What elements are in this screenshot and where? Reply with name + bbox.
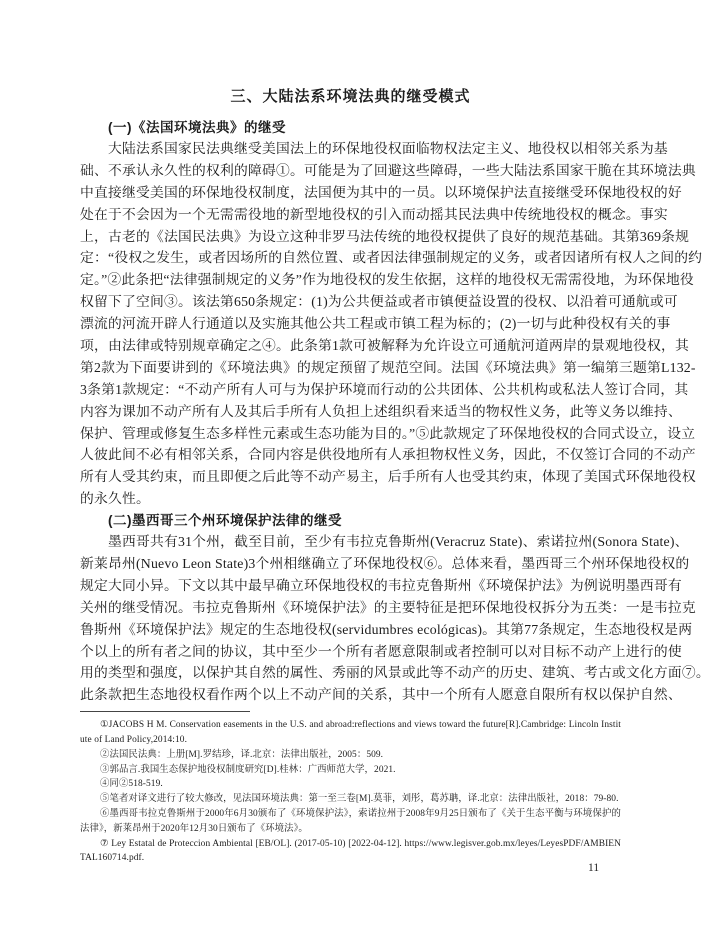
body-line: 所有人受其约束，而且即便之后此等不动产易主，后手所有人也受其约束，体现了美国式环保地役权: [80, 469, 696, 485]
body-line: 关州的继受情况。韦拉克鲁斯州《环境保护法》的主要特征是把环保地役权拆分为五类：一是韦拉克: [80, 599, 696, 615]
body-line: 定：“役权之发生，或者因场所的自然位置、或者因法律强制规定的义务，或者因诸所有权人之间的约: [80, 250, 703, 266]
body-line: 的永久性。: [80, 491, 150, 507]
body-line: 人彼此间不必有相邻关系，合同内容是供役地所有人承担物权性义务，因此，不仅签订合同的不动产: [80, 447, 696, 463]
footnote: ④同②518-519.: [100, 779, 163, 790]
body-line: 定。”②此条把“法律强制规定的义务”作为地役权的发生依据，这样的地役权无需需役地，为环保地役: [80, 272, 694, 288]
body-line: 鲁斯州《环境保护法》规定的生态地役权(servidumbres ecológicas)。其第77条规定，生态地役权是两: [80, 621, 693, 637]
body-line: 保护、管理或修复生态多样性元素或生态功能为目的。”⑤此款规定了环保地役权的合同式设立，设立: [80, 425, 696, 441]
footnote: ②法国民法典：上册[M].罗结珍，译.北京：法律出版社，2005：509.: [100, 749, 384, 760]
body-line: 新莱昂州(Nuevo Leon State)3个州相继确立了环保地役权⑥。总体来看，墨西哥三个州环保地役权的: [80, 556, 690, 572]
body-line: 漂流的河流开辟人行通道以及实施其他公共工程或市镇工程为标的；(2)一切与此种役权有关的事: [80, 316, 671, 332]
section-2-body: [80, 531, 710, 706]
section-1-heading: (一)《法国环境法典》的继受: [108, 120, 286, 135]
body-line: 规定大同小异。下文以其中最早确立环保地役权的韦拉克鲁斯州《环境保护法》为例说明墨西哥有: [80, 577, 682, 593]
body-line: 项，由法律或特别规章确定之④。此条第1款可被解释为允许设立可通航河道两岸的景观地役权，其: [80, 338, 689, 354]
body-line: 3条第1款规定：“不动产所有人可与为保护环境而行动的公共团体、公共机构或私法人签订合同，其: [80, 381, 689, 397]
body-line: 础、不承认永久性的权利的障碍①。可能是为了回避这些障碍，一些大陆法系国家干脆在其环境法典: [80, 162, 696, 178]
body-line: 用的类型和强度，以保护其自然的属性、秀丽的风景或此等不动产的历史、建筑、考古或文化方面⑦。: [80, 665, 710, 681]
section-1-body: [80, 138, 703, 510]
body-line: 内容为课加不动产所有人及其后手所有人负担上述组织看来适当的物权性义务，此等义务以维持、: [80, 403, 682, 419]
footnote: ③郭品言.我国生态保护地役权制度研究[D].桂林：广西师范大学，2021.: [100, 764, 396, 775]
footnote: ①JACOBS H M. Conservation easements in the U.S. and abroad:reflections and views toward the future[R].Cambridge: Lincoln Institute of Land Policy,2014:10.: [80, 720, 621, 746]
body-line: 墨西哥共有31个州，截至目前，至少有韦拉克鲁斯州(Veracruz State)、索诺拉州(Sonora State)、: [108, 534, 689, 550]
body-line: 大陆法系国家民法典继受美国法上的环保地役权面临物权法定主义、地役权以相邻关系为基: [108, 141, 668, 156]
footnote: ⑤笔者对译文进行了较大修改，见法国环境法典：第一至三卷[M].莫菲，刘彤，葛苏聃，译.北京：法律出版社，2018：79-80.: [100, 794, 619, 805]
page-content: [80, 88, 710, 866]
body-line: 处在于不会因为一个无需需役地的新型地役权的引入而动摇其民法典中传统地役权的概念。事实: [80, 206, 668, 222]
body-line: 第2款为下面要讲到的《环境法典》的规定预留了规范空间。法国《环境法典》第一编第三题第L132-: [80, 359, 696, 375]
body-line: 上，古老的《法国民法典》为设立这种非罗马法传统的地役权提供了良好的规范基础。其第369条规: [80, 228, 690, 244]
body-line: 中直接继受美国的环保地役权制度，法国便为其中的一员。以环境保护法直接继受环保地役权的好: [80, 184, 682, 200]
body-line: 个以上的所有者之间的协议，其中至少一个所有者愿意限制或者控制可以对目标不动产上进行的使: [80, 643, 682, 659]
document-title: 三、大陆法系环境法典的继受模式: [230, 88, 471, 105]
footnote-divider: [80, 711, 250, 712]
page-number: 11: [588, 862, 600, 874]
footnotes: [80, 718, 621, 866]
body-line: 权留下了空间③。该法第650条规定：(1)为公共便益或者市镇便益设置的役权、以沿着可通航或可: [80, 294, 678, 310]
section-2-heading: (二)墨西哥三个州环境保护法律的继受: [108, 513, 342, 529]
body-line: 此条款把生态地役权看作两个以上不动产间的关系，其中一个所有人愿意自限所有权以保护自然、: [80, 687, 682, 703]
footnote: ⑦ Ley Estatal de Proteccion Ambiental [EB/OL]. (2017-05-10) [2022-04-12]. https://www.legisver.gob.mx/leyes/LeyesPDF/AMBIENTAL160714.pdf.: [80, 838, 621, 864]
footnote: ⑥墨西哥韦拉克鲁斯州于2000年6月30颁布了《环境保护法》，索诺拉州于2008年9月25日颁布了《关于生态平衡与环境保护的法律》，新莱昂州于2020年12月30日颁布了《环境法》。: [80, 809, 621, 834]
